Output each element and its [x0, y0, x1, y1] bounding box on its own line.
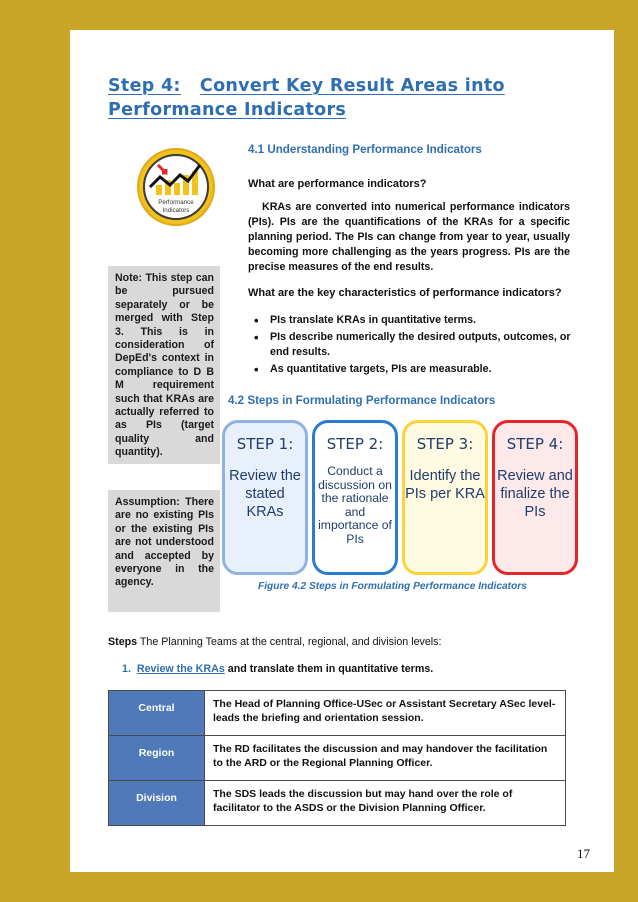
roles-table — [108, 690, 566, 826]
list-item: • As quantitative targets, PIs are measurable. — [252, 362, 572, 377]
question-key-characteristics: What are the key characteristics of performance indicators? — [248, 287, 562, 299]
list-item: • PIs describe numerically the desired outputs, outcomes, or end results. — [252, 330, 572, 360]
level-cell: Division — [109, 781, 205, 826]
logo-line2: Indicators — [162, 207, 190, 214]
step-text: Review and finalize the PIs — [497, 468, 573, 520]
bar-icon — [156, 185, 162, 195]
steps-diagram — [222, 420, 577, 575]
note-box — [108, 266, 220, 464]
item-rest: and translate them in quantitative terms. — [227, 663, 434, 675]
paragraph-kras-converted: KRAs are converted into numerical performance indicators (PIs). PIs are the quantifications of the KRAs for a specific planning period. The PIs can change from year to year, usually becoming more challenging as the years progress. PIs are the precise measures of the end results. — [248, 201, 570, 273]
assumption-label: Assumption: — [115, 496, 180, 508]
assumption-text: There are no existing PIs or the existing PIs are not understood and accepted by everyone in the agency. — [115, 496, 214, 589]
page-title — [108, 74, 568, 122]
level-cell: Region — [109, 736, 205, 781]
characteristics-list — [252, 313, 572, 379]
performance-indicators-logo — [136, 147, 216, 227]
step-number: STEP 2: — [326, 435, 384, 453]
desc-cell: The RD facilitates the discussion and may handover the facilitation to the ARD or the Regional Planning Officer. — [205, 736, 566, 781]
note-text: This step can be pursued separately or be merged with Step 3. This is in consideration of DepEd's context in compliance to D B M requirement such that KRAs are actually referred to as PIs (target quality and quantity). — [115, 272, 214, 459]
bar-icon — [174, 183, 180, 195]
question-what-are-pis: What are performance indicators? — [248, 178, 427, 190]
steps-text: The Planning Teams at the central, regional, and division levels: — [139, 636, 442, 648]
step-4-box — [492, 420, 578, 575]
heading-step: Step 4: — [108, 76, 181, 96]
step-item-1 — [122, 663, 433, 675]
step-1-box — [222, 420, 308, 575]
heading-title: Convert Key Result Areas into Performance Indicators — [108, 76, 505, 120]
step-text: Identify the PIs per KRA — [405, 468, 485, 502]
item-highlight: Review the KRAs — [136, 663, 225, 675]
section-42-title: 4.2 Steps in Formulating Performance Indicators — [228, 394, 496, 407]
table-row — [109, 736, 566, 781]
section-41-title: 4.1 Understanding Performance Indicators — [248, 143, 482, 156]
step-text: Review the stated KRAs — [229, 468, 301, 520]
assumption-box — [108, 490, 220, 612]
item-number: 1. — [122, 663, 131, 675]
step-number: STEP 1: — [236, 435, 294, 453]
page-number: 17 — [577, 846, 590, 861]
step-number: STEP 3: — [416, 435, 474, 453]
step-number: STEP 4: — [506, 435, 564, 453]
step-3-box — [402, 420, 488, 575]
note-label: Note: — [115, 272, 143, 284]
logo-line1: Performance — [158, 199, 194, 206]
steps-intro — [108, 636, 442, 648]
figure-caption: Figure 4.2 Steps in Formulating Performance Indicators — [258, 581, 527, 592]
step-text: Conduct a discussion on the rationale and importance of PIs — [318, 464, 392, 546]
table-row — [109, 691, 566, 736]
step-2-box — [312, 420, 398, 575]
desc-cell: The Head of Planning Office-USec or Assistant Secretary ASec level-leads the briefing and orientation session. — [205, 691, 566, 736]
table-row — [109, 781, 566, 826]
steps-label: Steps — [108, 636, 138, 648]
list-item: • PIs translate KRAs in quantitative terms. — [252, 313, 572, 328]
desc-cell: The SDS leads the discussion but may hand over the role of facilitator to the ASDS or the Division Planning Officer. — [205, 781, 566, 826]
level-cell: Central — [109, 691, 205, 736]
